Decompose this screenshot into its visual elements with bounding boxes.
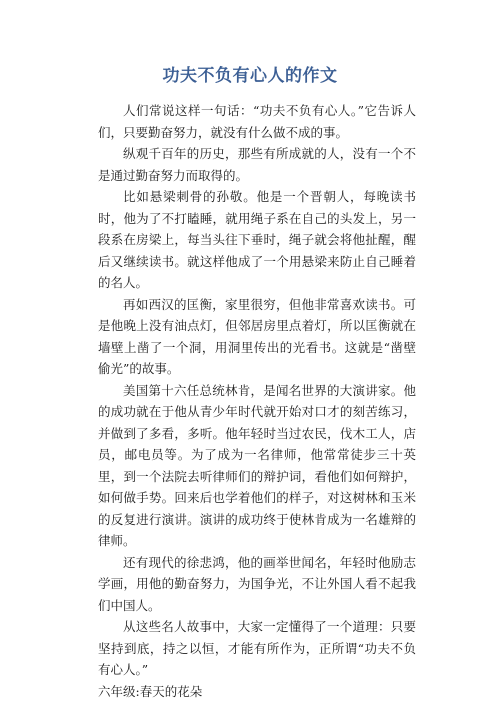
paragraph: 再如西汉的匡衡，家里很穷，但他非常喜欢读书。可是他晚上没有油点灯，但邻居房里点着灯，所以匡衡就在墙壁上凿了一个洞，用洞里传出的光看书。这就是“凿壁偷光”的故事。: [98, 294, 416, 380]
paragraph: 比如悬梁刺骨的孙敬。他是一个晋朝人，每晚读书时，他为了不打瞌睡，就用绳子系在自己的头发上，另一段系在房梁上，每当头往下垂时，绳子就会将他扯醒，醒后又继续读书。就这样他成了一个用悬梁来防止自己睡着的名人。: [98, 186, 416, 294]
paragraph: 从这些名人故事中，大家一定懂得了一个道理：只要坚持到底，持之以恒，才能有所作为，正所谓“功夫不负有心人。”: [98, 616, 416, 681]
author-signoff: 六年级:春天的花朵: [98, 681, 416, 702]
article-title: 功夫不负有心人的作文: [0, 61, 500, 86]
paragraph: 人们常说这样一句话：“功夫不负有心人。”它告诉人们，只要勤奋努力，就没有什么做不成的事。: [98, 100, 416, 143]
paragraph: 美国第十六任总统林肯，是闻名世界的大演讲家。他的成功就在于他从青少年时代就开始对口才的刻苦练习，并做到了多看，多听。他年轻时当过农民，伐木工人，店员，邮电员等。为了成为一名律师，他常常徒步三十英里，到一个法院去听律师们的辩护词，看他们如何辩护，如何做手势。回来后也学着他们的样子，对这树林和玉米的反复进行演讲。演讲的成功终于使林肯成为一名雄辩的律师。: [98, 380, 416, 552]
paragraph: 还有现代的徐悲鸿，他的画举世闻名，年轻时他励志学画，用他的勤奋努力，为国争光，不让外国人看不起我们中国人。: [98, 552, 416, 617]
paragraph: 纵观千百年的历史，那些有所成就的人，没有一个不是通过勤奋努力而取得的。: [98, 143, 416, 186]
article-body: [98, 100, 416, 702]
